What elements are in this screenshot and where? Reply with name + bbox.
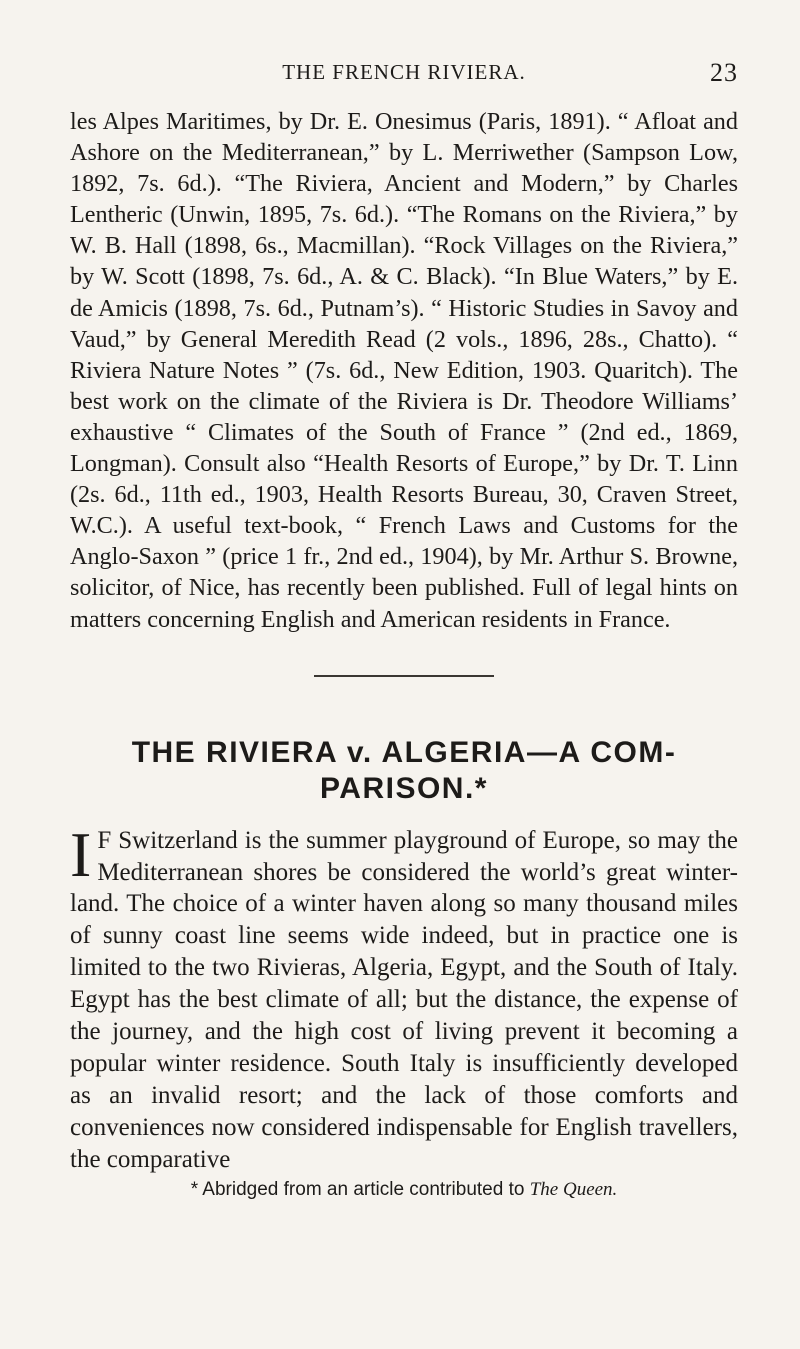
- running-head: [70, 56, 738, 96]
- page-number: 23: [710, 58, 738, 87]
- section-body: [70, 818, 738, 1176]
- bibliography-paragraph: les Alpes Maritimes, by Dr. E. Onesimus (Paris, 1891). “ Afloat and Ashore on the Mediterranean,” by L. Merriwether (Sampson Low, 1892, 7s. 6d.). “The Riviera, Ancient and Modern,” by Charles Lentheric (Unwin, 1895, 7s. 6d.). “The Romans on the Riviera,” by W. B. Hall (1898, 6s., Macmillan). “Rock Villages on the Riviera,” by W. Scott (1898, 7s. 6d., A. & C. Black). “In Blue Waters,” by E. de Amicis (1898, 7s. 6d., Putnam’s). “ Historic Studies in Savoy and Vaud,” by General Meredith Read (2 vols., 1896, 28s., Chatto). “ Riviera Nature Notes ” (7s. 6d., New Edition, 1903. Quaritch). The best work on the climate of the Riviera is Dr. Theodore Williams’ exhaustive “ Climates of the South of France ” (2nd ed., 1869, Longman). Consult also “Health Resorts of Europe,” by Dr. T. Linn (2s. 6d., 11th ed., 1903, Health Resorts Bureau, 30, Craven Street, W.C.). A useful text-book, “ French Laws and Customs for the Anglo-Saxon ” (price 1 fr., 2nd ed., 1904), by Mr. Arthur S. Browne, solicitor, of Nice, has recently been published. Full of legal hints on matters concerning English and American residents in France.: [70, 108, 738, 633]
- section-title-line-2: PARISON.*: [320, 771, 488, 805]
- section-divider: [314, 675, 494, 677]
- section-title: [70, 735, 738, 807]
- drop-cap: I: [70, 818, 92, 890]
- section-body-text: F Switzerland is the summer playground of Europe, so may the Mediterranean shores be considered the world’s great winter-land. The choice of a winter haven along so many thousand miles of sunny coast line seems wide indeed, but in practice one is limited to the two Rivieras, Algeria, Egypt, and the South of Italy. Egypt has the best climate of all; but the distance, the expense of the journey, and the high cost of living prevent it becoming a popular winter residence. South Italy is insufficiently developed as an invalid resort; and the lack of those comforts and conveniences now considered indispensable for English travellers, the comparative: [70, 826, 738, 1173]
- section-title-line-1: THE RIVIERA v. ALGERIA—A COM-: [131, 735, 677, 769]
- footnote-source: The Queen.: [529, 1178, 618, 1200]
- running-title: THE FRENCH RIVIERA.: [282, 60, 526, 84]
- footnote-text: * Abridged from an article contributed to: [190, 1178, 525, 1200]
- footnote: [70, 1178, 738, 1202]
